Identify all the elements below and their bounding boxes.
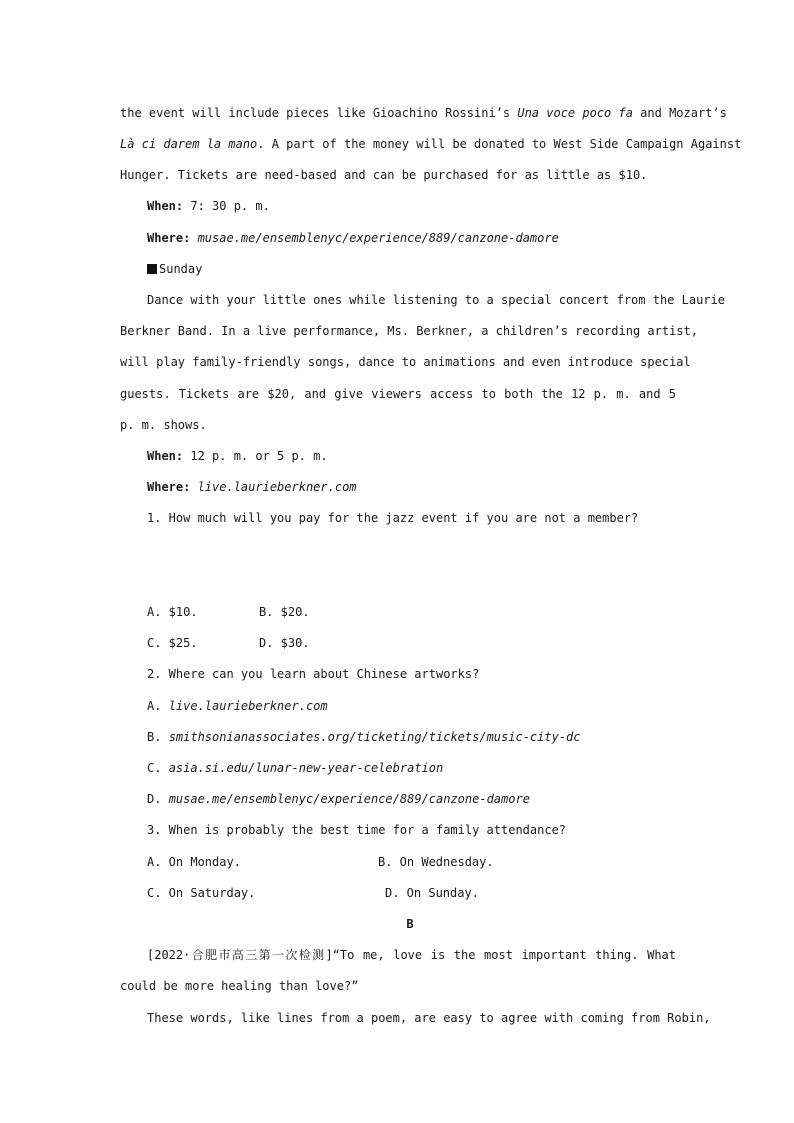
option-a: A. $10. (147, 605, 198, 619)
option-row (147, 854, 676, 870)
paragraph-line: Dance with your little ones while listening to a special concert from the Laurie (147, 293, 725, 307)
day-heading-text: Sunday (159, 262, 203, 276)
event-where (147, 230, 676, 246)
option-text: musae.me/ensemblenyc/experience/889/canzone-damore (168, 792, 530, 806)
paragraph-line: [2022·合肥市高三第一次检测]“To me, love is the most important thing. What (147, 948, 676, 962)
option-row (147, 604, 676, 620)
option-a: A. On Monday. (147, 855, 241, 869)
option-b: B. On Wednesday. (378, 855, 494, 869)
event-when (147, 198, 676, 214)
paragraph-line: guests. Tickets are $20, and give viewers access to both the 12 p. m. and 5 (120, 387, 676, 401)
text: the event will include pieces like Gioachino Rossini’s (120, 106, 518, 120)
paragraph-line: will play family-friendly songs, dance to animations and even introduce special (120, 355, 691, 369)
song-title: Là ci darem la mano (120, 137, 258, 151)
option-b: B. $20. (259, 605, 310, 619)
when-value: 7: 30 p. m. (183, 199, 270, 213)
paragraph-line (120, 105, 727, 121)
option-text: live.laurieberkner.com (168, 699, 328, 713)
paragraph-line: could be more healing than love?” (120, 979, 359, 993)
option-a (147, 698, 676, 714)
option-text: asia.si.edu/lunar-new-year-celebration (168, 761, 444, 775)
day-heading (147, 261, 676, 277)
option-c: C. On Saturday. (147, 886, 256, 900)
paragraph-line: These words, like lines from a poem, are easy to agree with coming from Robin, (147, 1011, 711, 1025)
event-where (147, 479, 676, 495)
when-label: When: (147, 199, 184, 213)
section-heading: B (406, 917, 414, 931)
option-d: D. On Sunday. (385, 886, 479, 900)
option-c (147, 760, 676, 776)
where-label: Where: (147, 480, 191, 494)
paragraph-line: p. m. shows. (120, 418, 207, 432)
when-label: When: (147, 449, 184, 463)
square-bullet-icon (147, 264, 157, 274)
option-label: D. (147, 792, 169, 806)
text: and Mozart’s (632, 106, 727, 120)
paragraph-line (120, 136, 742, 152)
text: . A part of the money will be donated to West Side Campaign Against (257, 137, 742, 151)
option-c: C. $25. (147, 636, 198, 650)
option-row (147, 885, 676, 901)
option-label: B. (147, 730, 169, 744)
event-when (147, 448, 676, 464)
option-b (147, 729, 676, 745)
option-label: C. (147, 761, 169, 775)
where-value: live.laurieberkner.com (190, 480, 357, 494)
option-d (147, 791, 676, 807)
where-value: musae.me/ensemblenyc/experience/889/canzone-damore (190, 231, 559, 245)
option-text: smithsonianassociates.org/ticketing/tickets/music-city-dc (168, 730, 581, 744)
option-d: D. $30. (259, 636, 310, 650)
question-stem: 2. Where can you learn about Chinese artworks? (147, 667, 480, 681)
where-label: Where: (147, 231, 191, 245)
paragraph-line: Hunger. Tickets are need-based and can be purchased for as little as $10. (120, 168, 648, 182)
option-label: A. (147, 699, 169, 713)
when-value: 12 p. m. or 5 p. m. (183, 449, 328, 463)
paragraph-line: Berkner Band. In a live performance, Ms. Berkner, a children’s recording artist, (120, 324, 698, 338)
song-title: Una voce poco fa (517, 106, 633, 120)
question-stem: 3. When is probably the best time for a family attendance? (147, 823, 567, 837)
question-stem: 1. How much will you pay for the jazz event if you are not a member? (147, 511, 639, 525)
option-row (147, 635, 676, 651)
